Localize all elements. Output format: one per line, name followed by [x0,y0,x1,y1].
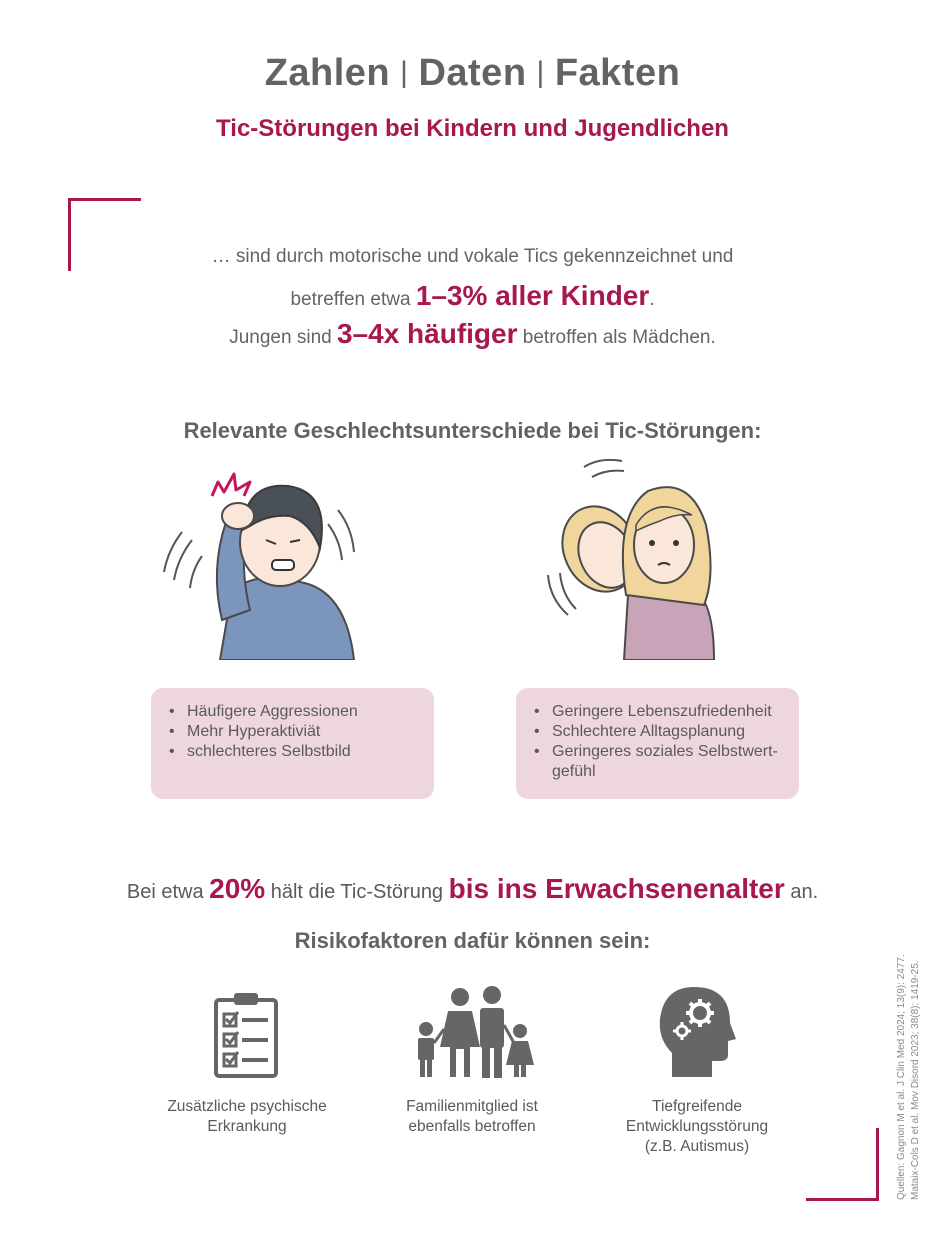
intro-text: betroffen als Mädchen. [517,327,716,348]
intro-text: . [649,289,655,310]
adulthood-highlight: bis ins Erwachsenenalter [448,873,785,904]
title-part-fakten: Fakten [554,52,681,94]
list-item: • Häufigere Aggressionen [187,702,424,722]
boys-ratio-highlight: 3–4x häufiger [336,318,518,349]
head-gears-icon [656,985,736,1077]
risk-label-line: ebenfalls betroffen [408,1118,536,1135]
risk-label-family [362,1097,582,1137]
adulthood-text: Bei etwa [126,881,210,903]
girls-differences-list [516,688,799,782]
source-line: Mataix-Cols D et al. Mov Disord 2023; 38(8): 1419-25. [910,960,921,1200]
risk-label-line: Entwicklungsstörung [625,1118,769,1135]
clipboard-checklist-icon [210,990,282,1080]
adulthood-statement [0,873,945,905]
sources-note [895,900,935,1200]
page-title [0,52,945,95]
girls-differences-box [516,688,799,799]
intro-text: Jungen sind [229,327,337,348]
risk-label-line: Zusätzliche psychische [167,1098,327,1115]
risk-factors-heading: Risikofaktoren dafür können sein: [294,928,651,953]
adulthood-text: hält die Tic-Störung [265,881,449,903]
intro-line-2 [0,280,945,312]
boys-differences-box [151,688,434,799]
risk-label-line: (z.B. Autismus) [644,1138,750,1155]
intro-line-1: … sind durch motorische und vokale Tics gekennzeichnet und [211,246,734,267]
risk-label-psychiatric [137,1097,357,1137]
risk-label-line: Erkrankung [207,1118,287,1135]
boy-with-tic-illustration [150,460,370,660]
title-separator: | [400,56,409,89]
family-icon [408,985,538,1080]
prevalence-highlight: 1–3% aller Kinder [415,280,650,311]
adulthood-text: an. [784,881,819,903]
risk-label-line: Familienmitglied ist [406,1098,538,1115]
risk-label-line: Tiefgreifende [652,1098,742,1115]
list-item: • schlechteres Selbstbild [187,742,424,762]
risk-label-developmental [587,1097,807,1157]
source-line: Quellen: Gagnon M et al. J Clin Med 2024; 13(9): 2477. [896,954,907,1200]
list-item: • Mehr Hyperaktiviät [187,722,424,742]
list-item: • Schlechtere Alltagsplanung [552,722,781,742]
intro-line-3 [0,318,945,350]
persistence-percent: 20% [209,873,266,904]
page-subtitle: Tic-Störungen bei Kindern und Jugendlichen [216,115,729,142]
girl-with-tic-illustration [540,455,730,660]
title-part-zahlen: Zahlen [264,52,391,94]
list-item: • Geringere Lebenszufriedenheit [552,702,781,722]
title-separator: | [536,56,545,89]
corner-bracket-bottom-right [806,1128,879,1201]
title-part-daten: Daten [418,52,527,94]
intro-text: betreffen etwa [290,289,416,310]
boys-differences-list [151,688,434,762]
sex-differences-heading: Relevante Geschlechtsunterschiede bei Tic-Störungen: [183,418,762,443]
list-item: • Geringeres soziales Selbstwert-gefühl [552,742,781,782]
